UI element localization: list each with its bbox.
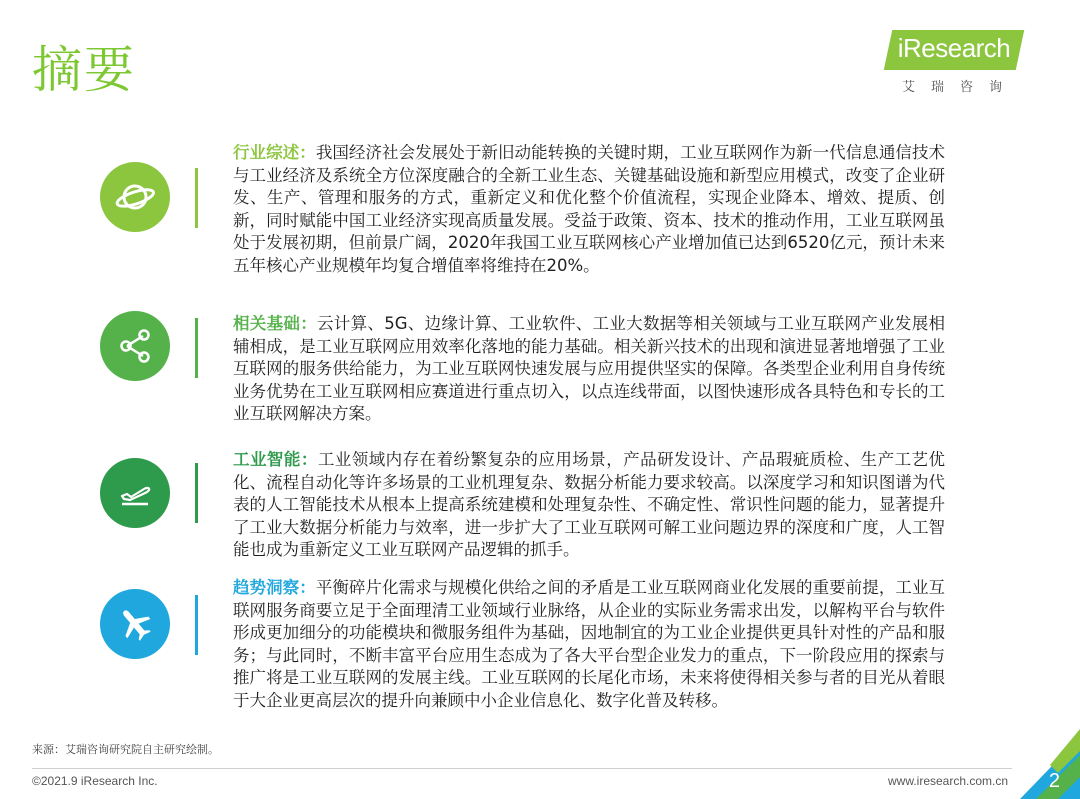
section-divider [195,595,198,655]
section-lead: 相关基础： [233,314,317,333]
takeoff-icon [100,458,170,528]
share-icon [100,311,170,381]
footer-divider [32,768,1012,769]
copyright: ©2021.9 iResearch Inc. [32,774,158,788]
section-body: 我国经济社会发展处于新旧动能转换的关键时期，工业互联网作为新一代信息通信技术与工业经济及系统全方位深度融合的全新工业生态、关键基础设施和新型应用模式，改变了企业研发、生产、管理和服务的方式，重新定义和优化整个价值流程，实现企业降本、增效、提质、创新，同时赋能中国工业经济实现高质量发展。受益于政策、资本、技术的推动作用，工业互联网虽处于发展初期，但前景广阔，2020年我国工业互联网核心产业增加值已达到6520亿元，预计未来五年核心产业规模年均复合增值率将维持在20%。 [233,143,946,275]
airplane-icon [100,589,170,659]
summary-industry [233,142,945,278]
section-body: 云计算、5G、边缘计算、工业软件、工业大数据等相关领域与工业互联网产业发展相辅相成，是工业互联网应用效率化落地的能力基础。相关新兴技术的出现和演进显著地增强了工业互联网的服务供给能力，为工业互联网快速发展与应用提供坚实的保障。各类型企业利用自身传统业务优势在工业互联网相应赛道进行重点切入，以点连线带面，以图快速形成各具特色和专长的工业互联网解决方案。 [233,314,945,424]
corner-decoration [1010,729,1080,799]
section-divider [195,463,198,523]
section-body: 平衡碎片化需求与规模化供给之间的矛盾是工业互联网商业化发展的重要前提，工业互联网服务商要立足于全面理清工业领域行业脉络，从企业的实际业务需求出发，以解构平台与软件形成更加细分的功能模块和微服务组件为基础，因地制宜的为工业企业提供更具针对性的产品和服务；与此同时，不断丰富平台应用生态成为了各大平台型企业发力的重点，下一阶段应用的探索与推广将是工业互联网的发展主线。工业互联网的长尾化市场，未来将使得相关参与者的目光从着眼于大企业更高层次的提升向兼顾中小企业信息化、数字化普及转移。 [233,578,946,710]
logo-subtitle: 艾瑞咨询 [901,80,1018,95]
logo-brand: iResearch [897,33,1011,63]
section-body: 工业领域内存在着纷繁复杂的应用场景，产品研发设计、产品瑕疵质检、生产工艺优化、流程自动化等许多场景的工业机理复杂、数据分析能力要求较高。以深度学习和知识图谱为代表的人工智能技术从根本上提高系统建模和处理复杂性、不确定性、常识性问题的能力，显著提升了工业大数据分析能力与效率，进一步扩大了工业互联网可解工业问题边界的深度和广度，人工智能也成为重新定义工业互联网产品逻辑的抓手。 [233,450,946,560]
page-title: 摘要 [32,41,136,99]
section-lead: 工业智能： [233,450,318,469]
section-lead: 趋势洞察： [233,578,316,597]
summary-trends [233,577,945,713]
summary-foundation [233,313,945,426]
page-number: 2 [1048,770,1060,792]
section-divider [195,318,198,378]
section-lead: 行业综述： [233,143,316,162]
section-divider [195,168,198,228]
iresearch-logo [884,30,1024,100]
website-link[interactable]: www.iresearch.com.cn [888,774,1009,788]
source-note: 来源：艾瑞咨询研究院自主研究绘制。 [32,743,219,756]
summary-industrial-ai [233,449,945,562]
planet-icon [100,162,170,232]
